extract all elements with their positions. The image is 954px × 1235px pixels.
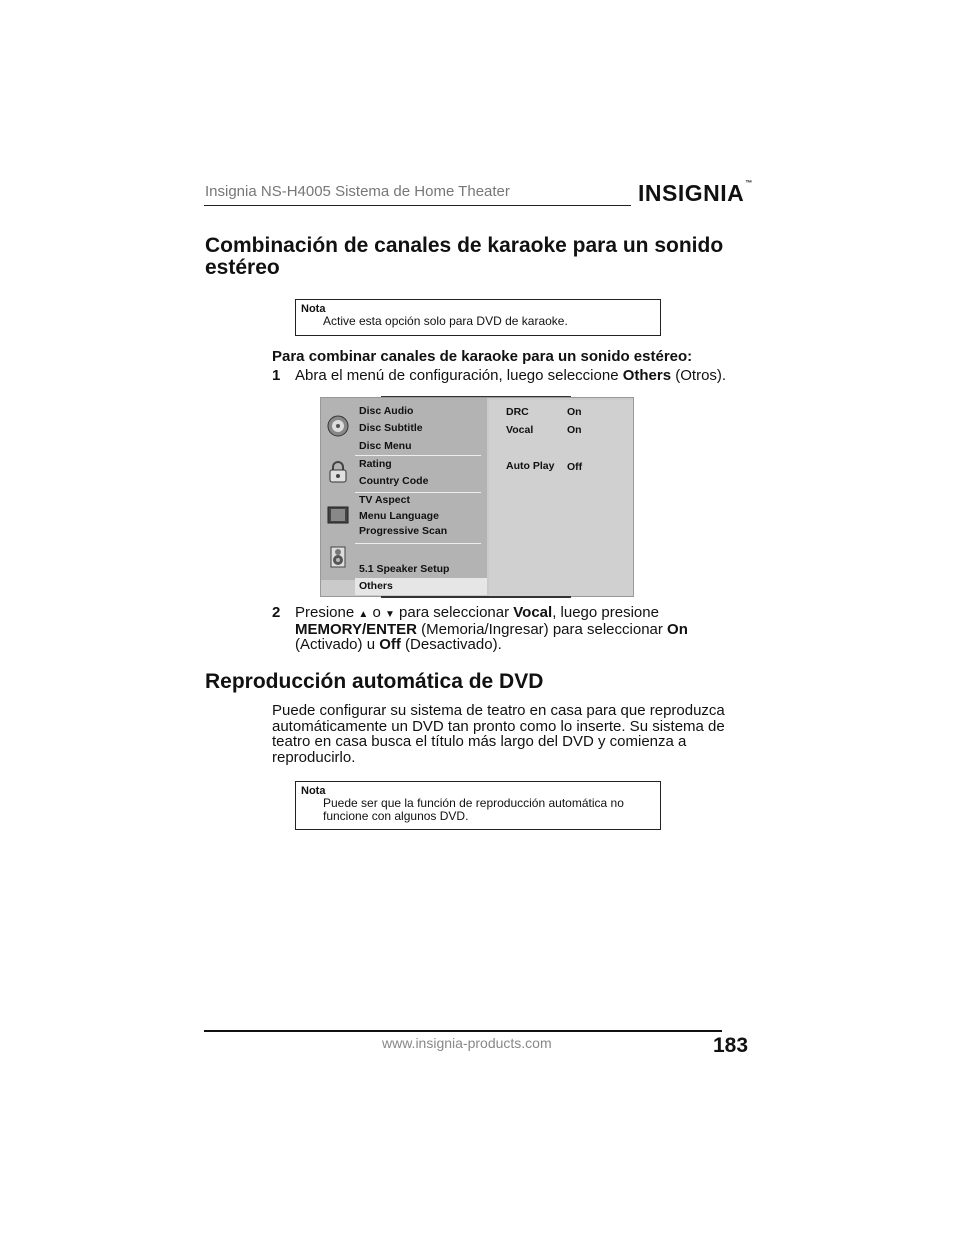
menu-separator [355, 543, 481, 544]
tv-icon [327, 504, 349, 526]
autoplay-paragraph: Puede configurar su sistema de teatro en casa para que reproduzca automáticamente un DVD tan pronto como lo inserte. Su sistema de teatro en casa busca el título más largo del DVD y comienza a reproducirlo. [272, 702, 725, 766]
menu-item-rating[interactable]: Rating [359, 458, 392, 470]
note-box-2 [295, 781, 661, 830]
note-text: Puede ser que la función de reproducción automática no funcione con algunos DVD. [323, 796, 624, 823]
menu-item-menu-language[interactable]: Menu Language [359, 510, 439, 522]
insignia-logo [638, 180, 753, 207]
setting-autoplay-label[interactable]: Auto Play [506, 460, 555, 472]
disc-icon [327, 415, 349, 437]
procedure-lead: Para combinar canales de karaoke para un sonido estéreo: [272, 348, 693, 365]
note-label: Nota [301, 303, 326, 315]
setting-vocal-value[interactable]: On [567, 424, 582, 436]
setting-drc-label[interactable]: DRC [506, 406, 529, 418]
setting-autoplay-value[interactable]: Off [567, 461, 583, 473]
menu-bottom-rule [381, 596, 571, 598]
setting-vocal-label[interactable]: Vocal [506, 424, 534, 436]
note-label: Nota [301, 785, 326, 797]
menu-item-disc-subtitle[interactable]: Disc Subtitle [359, 422, 423, 434]
page-number: 183 [713, 1034, 749, 1057]
header-title: Insignia NS-H4005 Sistema de Home Theater [205, 183, 510, 200]
step-number: 1 [272, 367, 281, 384]
menu-item-tv-aspect[interactable]: TV Aspect [359, 494, 410, 506]
note-box-1 [295, 299, 661, 336]
note-text: Active esta opción solo para DVD de karaoke. [323, 314, 568, 328]
menu-item-others-selected[interactable] [355, 578, 487, 595]
logo-text: INSIGNIA [638, 180, 745, 206]
setting-drc-value[interactable]: On [567, 406, 582, 418]
footer-url[interactable]: www.insignia-products.com [382, 1035, 552, 1051]
step-text: Abra el menú de configuración, luego seleccione Others (Otros). [295, 367, 727, 384]
setup-menu-screenshot [320, 397, 634, 597]
menu-category-panel [321, 398, 487, 580]
section1-heading: Combinación de canales de karaoke para un sonido estéreo [205, 234, 724, 279]
menu-item-progressive-scan[interactable]: Progressive Scan [359, 525, 448, 537]
menu-item-country-code[interactable]: Country Code [359, 475, 429, 487]
logo-tm: ™ [745, 180, 753, 187]
menu-item-speaker-setup[interactable]: 5.1 Speaker Setup [359, 563, 450, 575]
menu-item-others: Others [359, 580, 393, 592]
lock-icon [327, 461, 349, 483]
menu-item-disc-audio[interactable]: Disc Audio [359, 405, 414, 417]
step-text: Presione ▲ o ▼ para seleccionar Vocal, luego presione MEMORY/ENTER (Memoria/Ingresar) para seleccionar On (Activado) u Off (Desactivado). [295, 604, 688, 653]
footer-rule [204, 1030, 722, 1032]
menu-separator [355, 492, 481, 493]
step-number: 2 [272, 604, 281, 621]
menu-item-disc-menu[interactable]: Disc Menu [359, 440, 412, 452]
section2-heading: Reproducción automática de DVD [205, 670, 544, 693]
menu-settings-panel [489, 400, 633, 596]
speaker-icon [327, 546, 349, 568]
menu-separator [355, 455, 481, 456]
down-arrow-icon: ▼ [384, 609, 395, 620]
header-rule [204, 205, 631, 206]
up-arrow-icon: ▲ [358, 609, 369, 620]
